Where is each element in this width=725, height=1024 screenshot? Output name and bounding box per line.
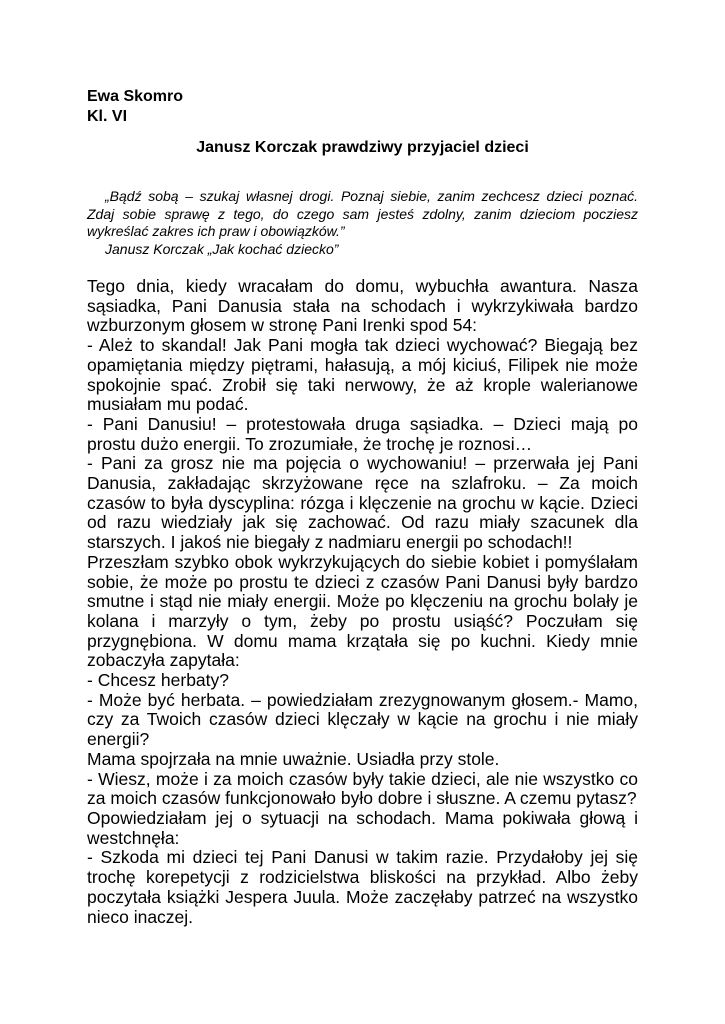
quote-text: „Bądź sobą – szukaj własnej drogi. Poznaj siebie, zanim zechcesz dzieci poznać. Zdaj sobie sprawę z tego, do czego sam jesteś zdolny, zanim dzieciom pocziesz wykreślać zakres ich praw i obowiązków.”	[87, 188, 638, 239]
paragraph: - Szkoda mi dzieci tej Pani Danusi w takim razie. Przydałoby jej się trochę korepetycji z rodzicielstwa bliskości na przykład. Albo żeby poczytała książki Jespera Juula. Może zaczęłaby patrzeć na wszystko nieco inaczej.	[87, 847, 638, 927]
paragraph: - Pani za grosz nie ma pojęcia o wychowaniu! – przerwała jej Pani Danusia, zakładając skrzyżowane ręce na szlafroku. – Za moich czasów to była dyscyplina: rózga i klęczenie na grochu w kącie. Dzieci od razu wiedziały jak się zachować. Od razu miały szacunek dla starszych. I jakoś nie biegały z nadmiaru energii po schodach!!	[87, 453, 638, 553]
story-body	[87, 277, 638, 927]
quote-source: Janusz Korczak „Jak kochać dziecko”	[105, 240, 339, 257]
epigraph-quote	[87, 188, 638, 258]
paragraph: - Ależ to skandal! Jak Pani mogła tak dzieci wychować? Biegają bez opamiętania między piętrami, hałasują, a mój kiciuś, Filipek nie może spokojnie spać. Zrobił się taki nerwowy, że aż krople walerianowe musiałam mu podać.	[87, 335, 638, 415]
paragraph: - Pani Danusiu! – protestowała druga sąsiadka. – Dzieci mają po prostu dużo energii. To zrozumiałe, że trochę je roznosi…	[87, 413, 638, 454]
paragraph: - Może być herbata. – powiedziałam zrezygnowanym głosem.- Mamo, czy za Twoich czasów dzieci klęczały w kącie na grochu i nie miały energii?	[87, 689, 638, 750]
paragraph: Tego dnia, kiedy wracałam do domu, wybuchła awantura. Nasza sąsiadka, Pani Danusia stała na schodach i wykrzykiwała bardzo wzburzonym głosem w stronę Pani Irenki spod 54:	[87, 276, 638, 336]
class-label: Kl. VI	[87, 108, 128, 125]
paragraph: Opowiedziałam jej o sytuacji na schodach. Mama pokiwała głową i westchnęła:	[87, 807, 638, 848]
document-title: Janusz Korczak prawdziwy przyjaciel dzieci	[196, 139, 529, 156]
paragraph: - Wiesz, może i za moich czasów były takie dzieci, ale nie wszystko co za moich czasów funkcjonowało było dobre i słuszne. A czemu pytasz?	[87, 768, 638, 809]
author-name: Ewa Skomro	[87, 88, 184, 105]
paragraph: Przeszłam szybko obok wykrzykujących do siebie kobiet i pomyślałam sobie, że może po prostu te dzieci z czasów Pani Danusi były bardzo smutne i stąd nie miały energii. Może po klęczeniu na grochu bolały je kolana i marzyły o tym, żeby po prostu usiąść? Poczułam się przygnębiona. W domu mama krzątała się po kuchni. Kiedy mnie zobaczyła zapytała:	[87, 551, 638, 671]
paragraph: - Chcesz herbaty?	[87, 670, 230, 691]
paragraph: Mama spojrzała na mnie uważnie. Usiadła przy stole.	[87, 748, 500, 769]
